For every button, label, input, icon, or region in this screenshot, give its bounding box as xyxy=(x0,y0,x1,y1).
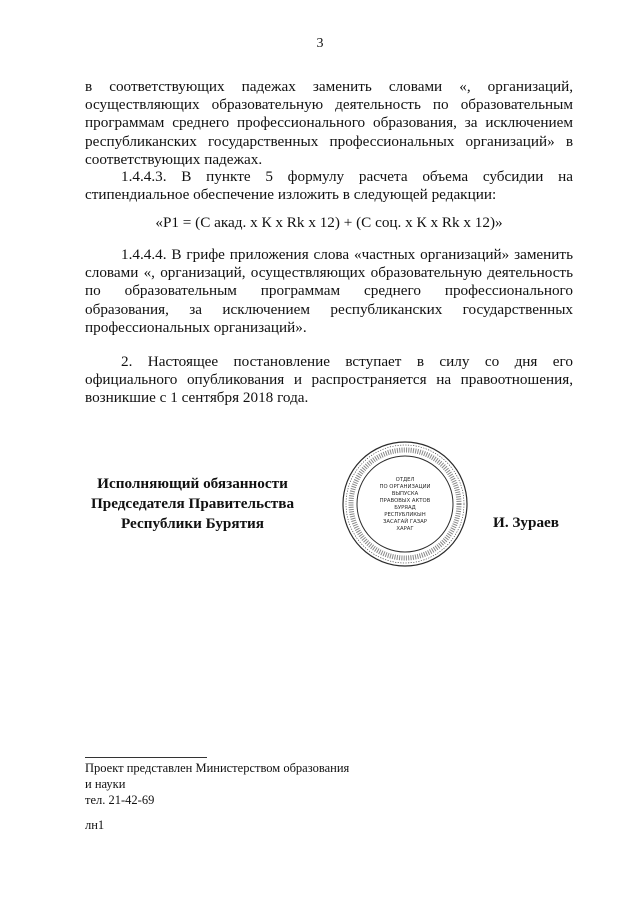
page-number: 3 xyxy=(316,36,324,51)
paragraph-1-4-4-3 xyxy=(85,168,573,204)
subsidy-formula: «P1 = (С акад. x К x Rk x 12) + (С соц. x К x Rk x 12)» xyxy=(155,214,503,231)
footnote-divider xyxy=(85,757,207,758)
seal-text-line: ПО ОРГАНИЗАЦИИ xyxy=(379,484,431,490)
paragraph-continuation xyxy=(85,78,573,169)
seal-text-line: ВЫПУСКА xyxy=(391,491,419,497)
paragraph-2 xyxy=(85,353,573,408)
paragraph-text: 2. Настоящее постановление вступает в силу со дня его официального опубликования и распространяется на правоотношения, возникшие с 1 сентября 2018 года. xyxy=(85,353,573,407)
footnote-phone: тел. 21-42-69 xyxy=(85,793,155,807)
signatory-title-line: Председателя Правительства xyxy=(90,495,295,512)
seal-text-line: ОТДЕЛ xyxy=(395,477,415,483)
seal-text-line: БУРЯАД xyxy=(394,505,416,511)
paragraph-1-4-4-4 xyxy=(85,246,573,337)
footnote-line: Проект представлен Министерством образования xyxy=(85,761,350,775)
signatory-title-line: Республики Бурятия xyxy=(120,515,265,532)
paragraph-text: 1.4.4.4. В грифе приложения слова «частных организаций» заменить словами «, организаций, осуществляющих образовательную деятельность по образовательным программам среднего профессионального образования, за исключением республиканских государственных профессиональных организаций». xyxy=(85,246,573,336)
seal-dotted-ring xyxy=(346,445,464,563)
footnote-code: лн1 xyxy=(85,818,105,832)
seal-text-line: ХАРАГ xyxy=(396,526,414,532)
seal-text-line: РЕСПУБЛИКЫН xyxy=(384,512,426,518)
paragraph-text: 1.4.4.3. В пункте 5 формулу расчета объема субсидии на стипендиальное обеспечение изложить в следующей редакции: xyxy=(85,168,573,204)
seal-center-text xyxy=(379,477,430,532)
paragraph-text: в соответствующих падежах заменить словами «, организаций, осуществляющих образовательную деятельность по образовательным программам среднего профессионального образования, за исключением республиканских государственных профессиональных организаций» в соответствующих падежах. xyxy=(85,78,573,168)
seal-inner-ring xyxy=(357,456,453,552)
signatory-title-line: Исполняющий обязанности xyxy=(97,475,288,492)
seal-border-lettering xyxy=(351,450,459,558)
official-seal xyxy=(341,440,469,568)
seal-text-line: ПРАВОВЫХ АКТОВ xyxy=(379,498,431,504)
footnote-line: и науки xyxy=(85,777,126,791)
seal-outer-ring xyxy=(343,442,467,566)
seal-text-line: ЗАСАГАЙ ГАЗАР xyxy=(383,519,427,525)
signatory-name: И. Зураев xyxy=(493,514,560,531)
signatory-title xyxy=(70,474,315,534)
